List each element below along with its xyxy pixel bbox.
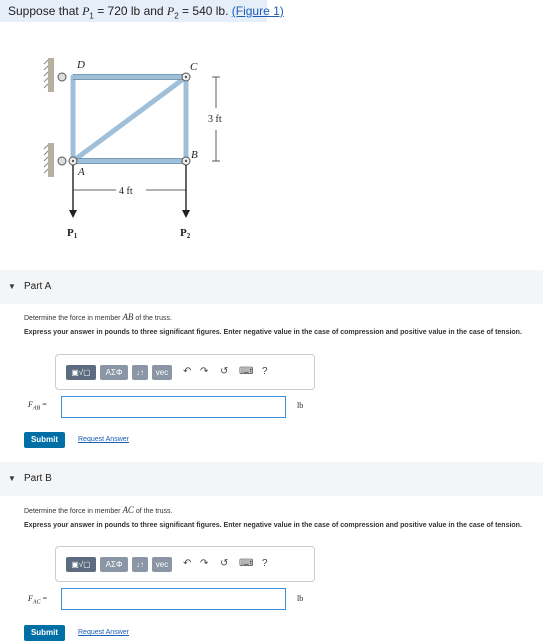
collapse-triangle-icon[interactable]: ▼ [8, 282, 16, 291]
part-b-var-sub: AC [32, 599, 41, 606]
help-icon[interactable]: ? [262, 558, 268, 569]
load-P2-label: P [180, 227, 187, 239]
p1-symbol: P [82, 4, 90, 18]
reset-icon[interactable]: ↺ [220, 366, 229, 377]
svg-text:P1 [67, 227, 78, 240]
collapse-triangle-icon[interactable]: ▼ [8, 474, 16, 483]
keyboard-icon[interactable]: ⌨ [239, 558, 254, 569]
part-b-prompt-text: Determine the force in member [24, 508, 123, 515]
part-b-unit: lb [297, 594, 304, 603]
templates-button[interactable]: ▣√▢ [66, 557, 96, 572]
part-b-equals: = [40, 594, 48, 603]
part-b-instructions: Express your answer in pounds to three significant figures. Enter negative value in the case of compression and positive value in the case of tension. [24, 522, 522, 529]
problem-statement [0, 0, 284, 22]
reset-icon[interactable]: ↺ [220, 558, 229, 569]
help-icon[interactable]: ? [262, 366, 268, 377]
greek-button[interactable]: ΑΣΦ [100, 365, 128, 380]
load-arrow-P2 [182, 165, 190, 218]
part-a-math-toolbar [55, 354, 315, 390]
part-b-submit-button[interactable]: Submit [24, 625, 65, 641]
part-a-prompt-text: Determine the force in member [24, 315, 123, 322]
svg-text:P2 [180, 227, 191, 240]
part-a-title: Part A [24, 281, 52, 292]
part-a-submit-button[interactable]: Submit [24, 432, 65, 448]
part-a-prompt [24, 312, 172, 322]
part-a-unit: lb [297, 401, 304, 410]
redo-icon[interactable]: ↷ [200, 558, 209, 569]
load-P1-subscript: 1 [73, 232, 78, 240]
dimension-height-label: 3 ft [208, 114, 222, 125]
part-a-request-answer-link[interactable]: Request Answer [78, 436, 129, 443]
wall-support-top [44, 58, 54, 92]
part-a-member: AB [122, 312, 134, 322]
vec-button[interactable]: vec [152, 365, 172, 380]
load-arrow-P1 [69, 165, 77, 218]
truss-members [73, 77, 186, 161]
label-D: D [77, 59, 85, 71]
part-b-title: Part B [24, 473, 52, 484]
part-b-answer-input[interactable] [61, 588, 286, 610]
vec-button[interactable]: vec [152, 557, 172, 572]
part-a-header[interactable] [0, 270, 543, 304]
part-b-member: AC [122, 505, 134, 515]
truss-figure [40, 50, 280, 250]
part-a-answer-input[interactable] [61, 396, 286, 418]
part-b-variable-label [28, 594, 47, 606]
wall-support-bottom [44, 143, 54, 177]
part-a-var: F [28, 400, 33, 409]
load-P1-label: P [67, 227, 74, 239]
undo-icon[interactable]: ↶ [183, 366, 192, 377]
part-b-header[interactable] [0, 462, 543, 496]
part-b-prompt-suffix: of the truss. [133, 508, 173, 515]
p2-value: = 540 lb. [178, 4, 232, 18]
templates-button[interactable]: ▣√▢ [66, 365, 96, 380]
redo-icon[interactable]: ↷ [200, 366, 209, 377]
p1-value: = 720 lb and [93, 4, 167, 18]
p2-subscript: 2 [174, 11, 179, 21]
greek-button[interactable]: ΑΣΦ [100, 557, 128, 572]
keyboard-icon[interactable]: ⌨ [239, 366, 254, 377]
undo-icon[interactable]: ↶ [183, 558, 192, 569]
label-C: C [190, 61, 198, 73]
part-a-equals: = [40, 400, 47, 409]
label-B: B [191, 149, 198, 161]
part-b-request-answer-link[interactable]: Request Answer [78, 629, 129, 636]
problem-text: Suppose that [8, 4, 83, 18]
dimension-width-label: 4 ft [119, 186, 133, 197]
p1-subscript: 1 [89, 11, 94, 21]
part-b-math-toolbar [55, 546, 315, 582]
part-b-prompt [24, 505, 172, 515]
figure-link[interactable]: (Figure 1) [231, 4, 284, 18]
load-P2-subscript: 2 [186, 232, 191, 240]
arrows-button[interactable]: ↓↑ [132, 557, 148, 572]
part-b-var: F [28, 594, 33, 603]
part-a-var-sub: AB [32, 405, 41, 412]
member-AC [73, 77, 186, 161]
part-a-instructions: Express your answer in pounds to three significant figures. Enter negative value in the case of compression and positive value in the case of tension. [24, 329, 522, 336]
arrows-button[interactable]: ↓↑ [132, 365, 148, 380]
p2-symbol: P [166, 4, 175, 18]
part-a-prompt-suffix: of the truss. [133, 315, 172, 322]
part-a-variable-label [28, 400, 47, 412]
label-A: A [78, 166, 85, 178]
